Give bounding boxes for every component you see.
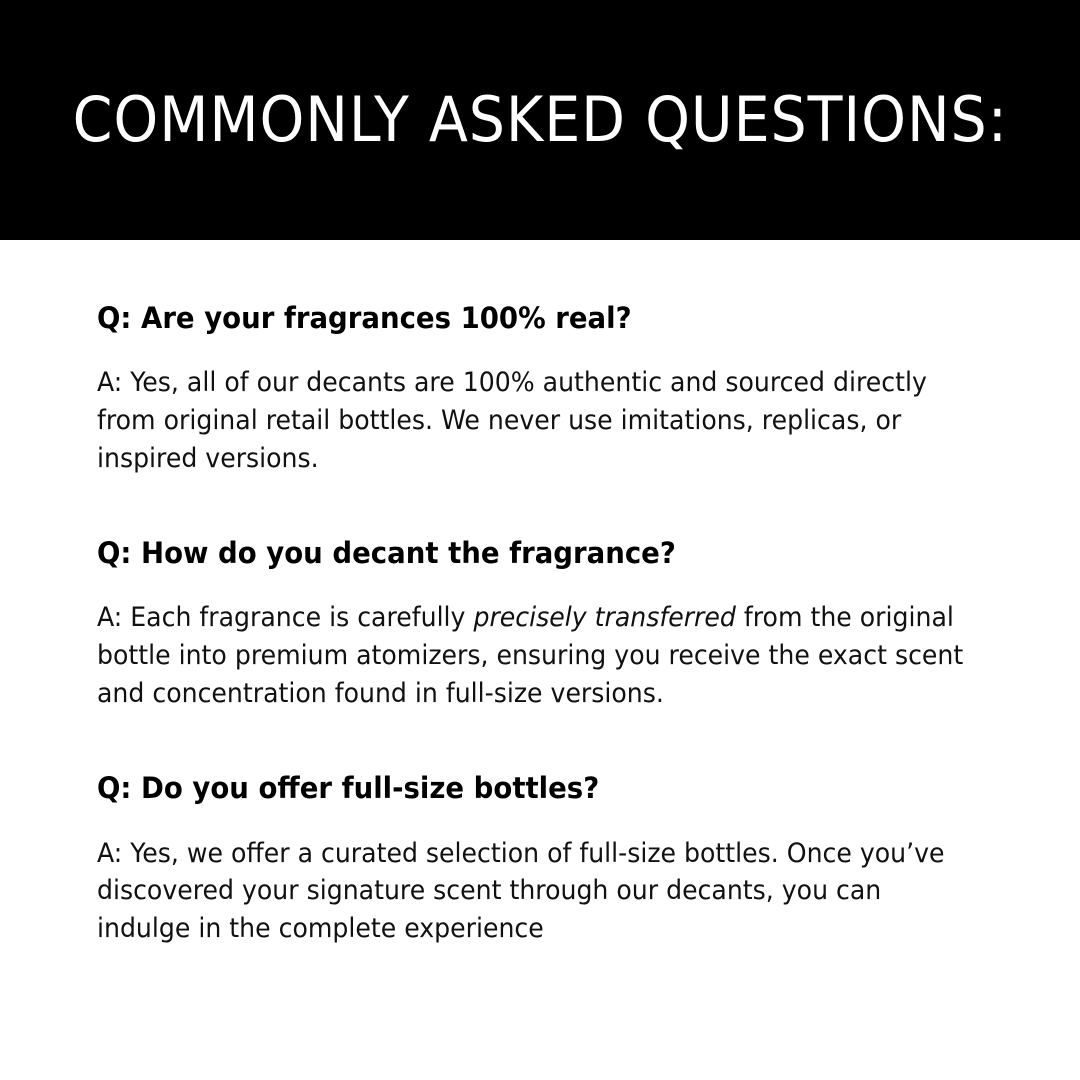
faq-question: Q: Do you offer full-size bottles?	[97, 771, 600, 806]
faq-answer	[97, 364, 966, 477]
faq-answer-text: A: Yes, we offer a curated selection of full-size bottles. Once you’ve discovered your signature scent through our decants, you can indulge in the complete experience	[97, 837, 945, 944]
faq-answer	[97, 835, 966, 948]
faq-answer-text: A: Yes, all of our decants are 100% authentic and sourced directly from original retail bottles. We never use imitations, replicas, or inspired versions.	[97, 367, 927, 474]
faq-item	[97, 770, 1012, 947]
faq-item	[97, 535, 1012, 712]
faq-answer-text-cont: from the original bottle into premium atomizers, ensuring you receive the exact scent and concentration found in full-size versions.	[97, 602, 964, 709]
header-banner	[0, 0, 1080, 240]
faq-question: Q: Are your fragrances 100% real?	[97, 301, 632, 335]
faq-item	[97, 300, 1012, 477]
faq-question: Q: How do you decant the fragrance?	[97, 536, 676, 571]
faq-list	[97, 300, 1012, 947]
faq-answer	[97, 599, 966, 712]
faq-answer-emphasis: precisely transferred	[473, 602, 736, 634]
page-title: COMMONLY ASKED QUESTIONS:	[72, 83, 1008, 156]
faq-answer-text: A: Each fragrance is carefully	[97, 602, 474, 634]
